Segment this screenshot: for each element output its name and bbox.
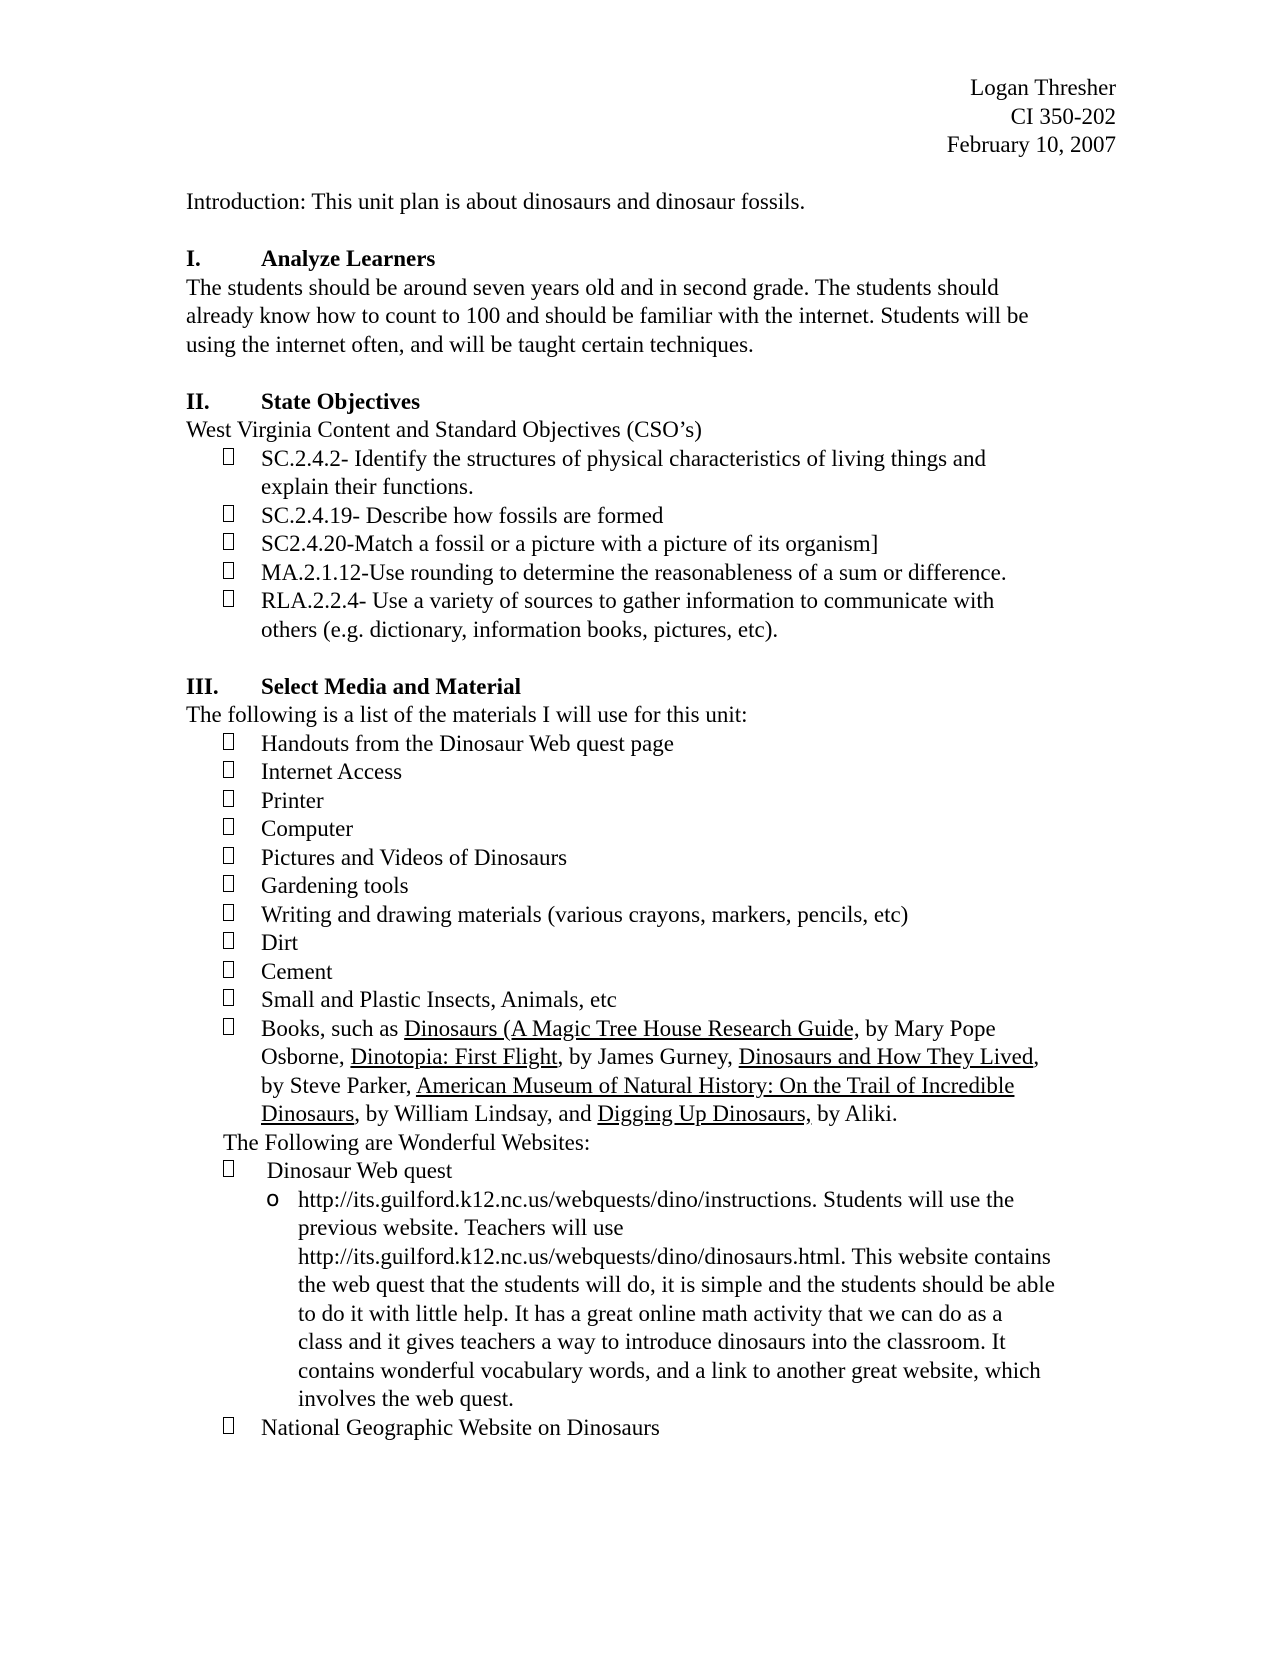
book-title: Digging Up Dinosaurs, xyxy=(597,1101,812,1126)
bullet-box-icon xyxy=(223,787,234,816)
objective-item: MA.2.1.12-Use rounding to determine the reasonableness of a sum or difference. xyxy=(186,559,1116,588)
material-item: Pictures and Videos of Dinosaurs xyxy=(186,844,1116,873)
course-code: CI 350-202 xyxy=(1010,103,1116,129)
section-3-intro: The following is a list of the materials I will use for this unit: xyxy=(186,702,748,727)
book-title: Dinotopia: First Flight xyxy=(350,1044,558,1069)
bullet-box-icon xyxy=(223,587,234,616)
bullet-box-icon xyxy=(223,445,234,474)
section-1-title: Analyze Learners xyxy=(261,246,436,271)
bullet-box-icon xyxy=(223,1414,234,1443)
section-3-number: III. xyxy=(186,673,219,699)
bullet-box-icon xyxy=(223,559,234,588)
material-item: Handouts from the Dinosaur Web quest page xyxy=(186,730,1116,759)
introduction: Introduction: This unit plan is about dinosaurs and dinosaur fossils. xyxy=(186,189,806,214)
section-3-heading xyxy=(186,673,1116,702)
section-2-intro: West Virginia Content and Standard Objectives (CSO’s) xyxy=(186,417,702,442)
bullet-box-icon xyxy=(223,1015,234,1044)
bullet-box-icon xyxy=(223,901,234,930)
bullet-box-icon xyxy=(223,502,234,531)
book-title: Dinosaurs and How They Lived xyxy=(738,1044,1034,1069)
material-item: Cement xyxy=(186,958,1116,987)
website-item-natgeo: National Geographic Website on Dinosaurs xyxy=(186,1414,1116,1443)
websites-intro: The Following are Wonderful Websites: xyxy=(223,1129,591,1155)
document-content xyxy=(186,74,1116,1442)
section-1-line: The students should be around seven years old and in second grade. The students should xyxy=(186,274,999,300)
webquest-description: o http://its.guilford.k12.nc.us/webquests/dino/instructions. Students will use the previous website. Teachers will use http://its.guilford.k12.nc.us/webquests/dino/dinosaurs.html. This website contains the web quest that the students will do, it is simple and the students should be able to do it with little help. It has a great online math activity that we can do as a class and it gives teachers a way to introduce dinosaurs into the classroom. It contains wonderful vocabulary words, and a link to another great website, which involves the web quest. xyxy=(266,1186,1055,1411)
bullet-box-icon xyxy=(223,530,234,559)
bullet-box-icon xyxy=(223,844,234,873)
section-2-number: II. xyxy=(186,388,210,414)
bullet-box-icon xyxy=(223,730,234,759)
material-item: Gardening tools xyxy=(186,872,1116,901)
section-3-title: Select Media and Material xyxy=(261,673,521,699)
author-name: Logan Thresher xyxy=(970,75,1116,100)
bullet-box-icon xyxy=(223,986,234,1015)
objective-item: SC.2.4.19- Describe how fossils are formed xyxy=(186,502,1116,531)
book-title: American Museum of Natural History: On the Trail of Incredible xyxy=(415,1072,1015,1098)
circle-bullet-icon: o xyxy=(266,1186,280,1212)
material-item: Writing and drawing materials (various crayons, markers, pencils, etc) xyxy=(186,901,1116,930)
material-item: Small and Plastic Insects, Animals, etc xyxy=(186,986,1116,1015)
book-title: Dinosaurs (A Magic Tree House Research Guide, xyxy=(404,1015,860,1041)
bullet-box-icon xyxy=(223,1157,234,1186)
document-date: February 10, 2007 xyxy=(946,132,1116,157)
bullet-box-icon xyxy=(223,958,234,987)
material-item: Printer xyxy=(186,787,1116,816)
book-title: Dinosaurs xyxy=(261,1101,355,1126)
material-item: Internet Access xyxy=(186,758,1116,787)
section-2-heading xyxy=(186,388,1116,417)
material-item: Computer xyxy=(186,815,1116,844)
section-1-line: already know how to count to 100 and should be familiar with the internet. Students will be xyxy=(186,303,1029,328)
section-1-heading xyxy=(186,245,1116,274)
bullet-box-icon xyxy=(223,872,234,901)
bullet-box-icon xyxy=(223,758,234,787)
material-item: Dirt xyxy=(186,929,1116,958)
books-item: Books, such as Dinosaurs (A Magic Tree House Research Guide, by Mary Pope Osborne, Dinotopia: First Flight, by James Gurney, Dinosaurs and How They Lived, by Steve Parker, American Museum of Natural History: On the Trail of Incredible Dinosaurs, by William Lindsay, and Digging Up Dinosaurs, by Aliki. xyxy=(186,1015,1116,1129)
section-2-title: State Objectives xyxy=(261,388,421,414)
objective-item: SC2.4.20-Match a fossil or a picture with a picture of its organism] xyxy=(186,530,1116,559)
section-1-number: I. xyxy=(186,246,201,271)
website-item-webquest: Dinosaur Web quest xyxy=(186,1157,1116,1186)
objective-item: SC.2.4.2- Identify the structures of physical characteristics of living things and explain their functions. xyxy=(186,445,1116,502)
objective-item: RLA.2.2.4- Use a variety of sources to gather information to communicate with others (e.g. dictionary, information books, pictures, etc). xyxy=(186,587,1116,644)
section-1-line: using the internet often, and will be taught certain techniques. xyxy=(186,331,754,357)
bullet-box-icon xyxy=(223,815,234,844)
bullet-box-icon xyxy=(223,929,234,958)
